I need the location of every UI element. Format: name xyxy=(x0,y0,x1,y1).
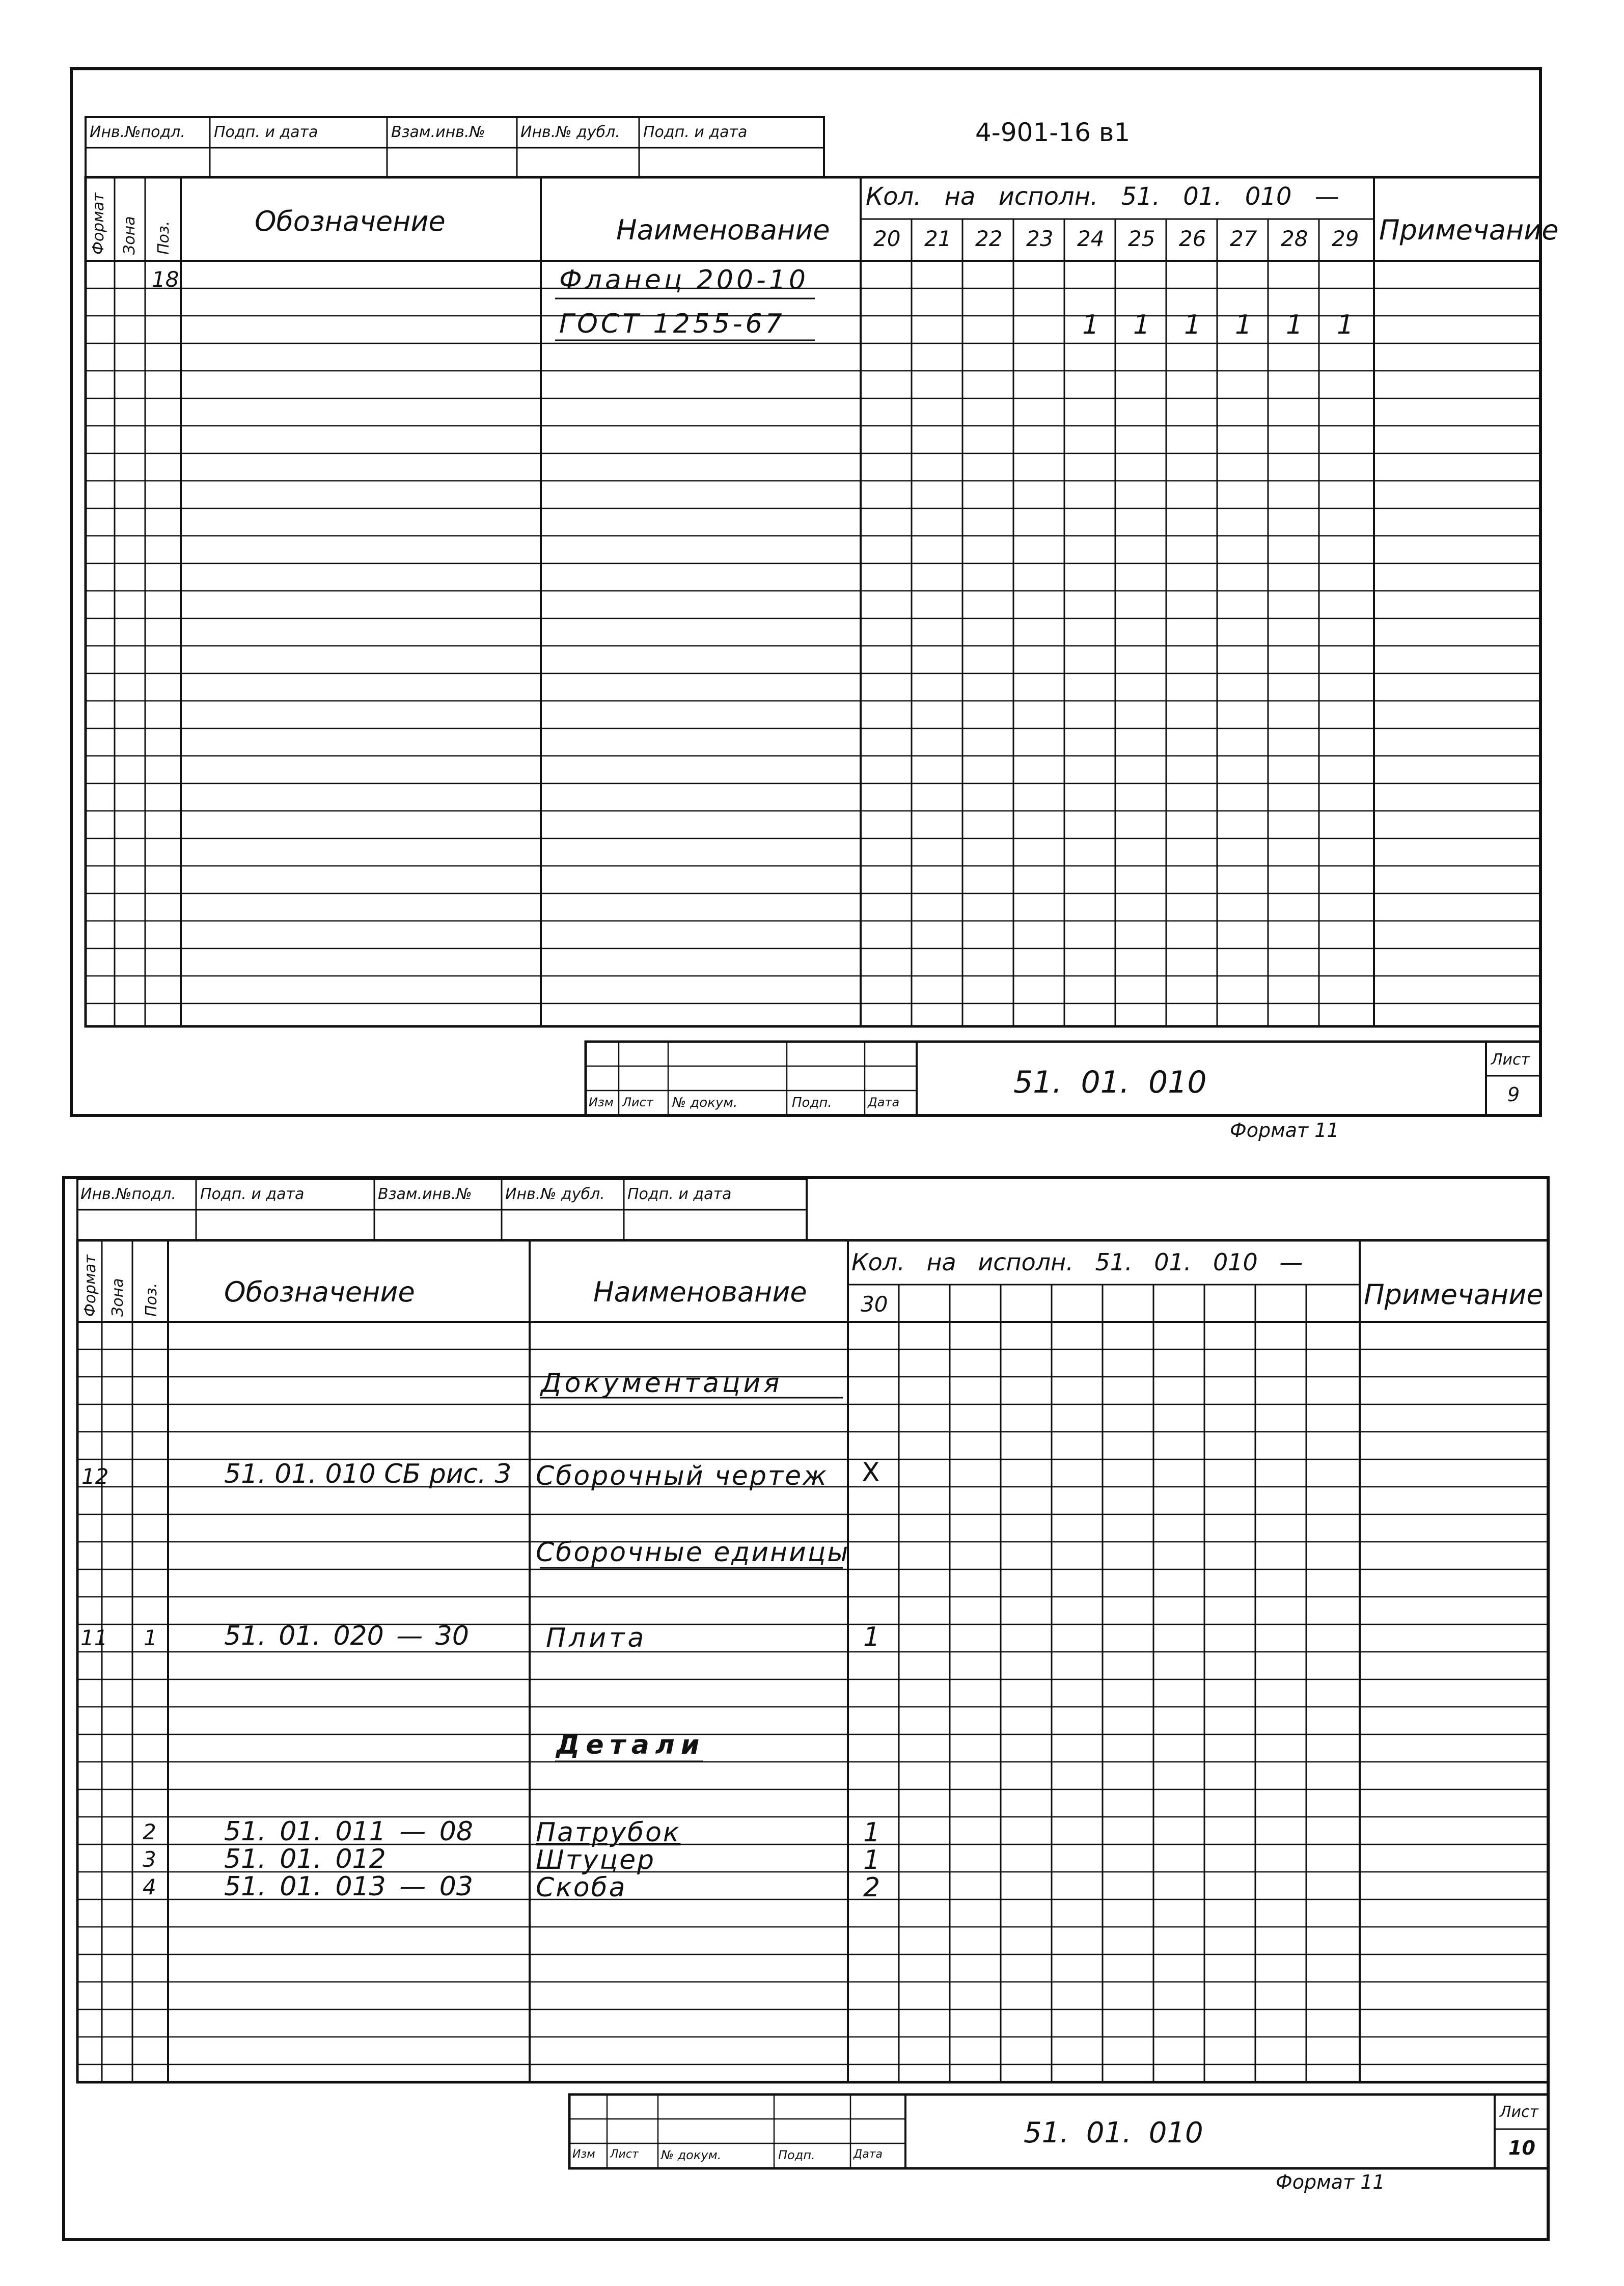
qty-col: 27 xyxy=(1230,226,1257,251)
sheet-label: Лист xyxy=(1500,2103,1539,2121)
row-name: Сборочный чертеж xyxy=(536,1461,828,1491)
row-designation: 51. 01. 011 — 08 xyxy=(224,1816,473,1847)
row-pos: 18 xyxy=(152,267,179,292)
tb-doc-no: № докум. xyxy=(661,2148,722,2162)
tb-change: Изм xyxy=(572,2148,595,2161)
col-pos-header: Поз. xyxy=(155,221,173,255)
row-qty: 1 xyxy=(863,1817,880,1848)
stamp-inv-dup: Инв.№ дубл. xyxy=(505,1185,605,1203)
qty-col: 28 xyxy=(1281,226,1308,251)
sheet-number: 9 xyxy=(1507,1083,1520,1106)
row-name: Фланец 200-10 xyxy=(559,265,809,295)
row-qty: 1 xyxy=(863,1845,880,1875)
row-qty: 2 xyxy=(863,1872,880,1903)
row-name: Плита xyxy=(546,1623,647,1653)
row-format: 11 xyxy=(80,1625,108,1650)
qty-header: Кол. на исполн. 51. 01. 010 — xyxy=(866,182,1339,211)
row-designation: 51. 01. 010 СБ рис. 3 xyxy=(224,1459,512,1489)
tb-date: Дата xyxy=(868,1095,900,1109)
row-pos: 2 xyxy=(143,1819,156,1844)
row-name: Штуцер xyxy=(536,1845,656,1875)
qty-col: 20 xyxy=(873,226,901,251)
qty-col: 23 xyxy=(1026,226,1054,251)
row-format: 12 xyxy=(81,1464,109,1489)
col-zone-header: Зона xyxy=(121,216,139,255)
format-label: Формат 11 xyxy=(1276,2171,1385,2193)
col-format-header: Формат xyxy=(81,1255,99,1317)
col-zone-header: Зона xyxy=(109,1278,127,1317)
qty-col: 29 xyxy=(1332,226,1359,251)
tb-change: Изм xyxy=(589,1095,614,1109)
row-name: Скоба xyxy=(536,1872,627,1903)
row-designation: 51. 01. 013 — 03 xyxy=(224,1871,473,1902)
stamp-inv-orig: Инв.№подл. xyxy=(90,123,185,141)
stamp-sign-date-2: Подп. и дата xyxy=(627,1185,732,1203)
stamp-inv-orig: Инв.№подл. xyxy=(80,1185,176,1203)
tb-sign: Подп. xyxy=(792,1095,832,1110)
row-name: ГОСТ 1255-67 xyxy=(559,309,785,339)
col-note-header: Примечание xyxy=(1379,214,1559,246)
stamp-sign-date: Подп. и дата xyxy=(200,1185,305,1203)
document-code: 51. 01. 010 xyxy=(1013,1065,1207,1100)
document-code: 51. 01. 010 xyxy=(1024,2116,1203,2149)
stamp-replaced-inv: Взам.инв.№ xyxy=(391,123,485,141)
section-heading: Документация xyxy=(541,1368,783,1399)
tb-sheet: Лист xyxy=(610,2148,639,2161)
row-qty: 1 xyxy=(1337,310,1354,340)
sheet-label: Лист xyxy=(1491,1051,1530,1069)
section-heading: Детали xyxy=(556,1730,706,1760)
row-name: Патрубок xyxy=(536,1817,681,1848)
col-note-header: Примечание xyxy=(1364,1278,1544,1311)
row-qty: 1 xyxy=(1133,310,1150,340)
sheet-number: 10 xyxy=(1508,2137,1535,2159)
col-name-header: Наименование xyxy=(616,214,830,246)
row-qty: 1 xyxy=(863,1622,880,1652)
row-qty: 1 xyxy=(1082,310,1099,340)
section-heading: Сборочные единицы xyxy=(536,1537,850,1568)
col-format-header: Формат xyxy=(90,193,107,255)
row-pos: 1 xyxy=(144,1625,157,1650)
qty-col: 22 xyxy=(975,226,1003,251)
row-qty: 1 xyxy=(1184,310,1201,340)
stamp-replaced-inv: Взам.инв.№ xyxy=(378,1185,472,1203)
tb-date: Дата xyxy=(854,2148,883,2161)
tb-sheet: Лист xyxy=(622,1095,653,1109)
stamp-sign-date-2: Подп. и дата xyxy=(643,123,748,141)
row-pos: 3 xyxy=(143,1847,156,1872)
col-designation-header: Обозначение xyxy=(224,1276,415,1308)
col-pos-header: Поз. xyxy=(143,1283,160,1317)
format-label: Формат 11 xyxy=(1230,1119,1339,1141)
col-designation-header: Обозначение xyxy=(255,205,446,237)
stamp-sign-date: Подп. и дата xyxy=(214,123,318,141)
document-reference: 4-901-16 в1 xyxy=(975,118,1131,147)
row-designation: 51. 01. 012 xyxy=(224,1844,386,1874)
qty-col: 24 xyxy=(1077,226,1105,251)
tb-sign: Подп. xyxy=(778,2148,815,2162)
qty-col: 25 xyxy=(1128,226,1155,251)
col-name-header: Наименование xyxy=(593,1276,807,1308)
sheet2-frame xyxy=(64,1178,1548,2240)
qty-col: 30 xyxy=(861,1292,888,1317)
row-pos: 4 xyxy=(143,1874,156,1899)
row-designation: 51. 01. 020 — 30 xyxy=(224,1621,469,1651)
row-qty: X xyxy=(862,1457,880,1488)
row-qty: 1 xyxy=(1235,310,1252,340)
tb-doc-no: № докум. xyxy=(672,1095,738,1110)
stamp-inv-dup: Инв.№ дубл. xyxy=(520,123,620,141)
qty-col: 26 xyxy=(1179,226,1206,251)
row-qty: 1 xyxy=(1286,310,1303,340)
qty-header: Кол. на исполн. 51. 01. 010 — xyxy=(851,1248,1303,1276)
qty-col: 21 xyxy=(924,226,952,251)
